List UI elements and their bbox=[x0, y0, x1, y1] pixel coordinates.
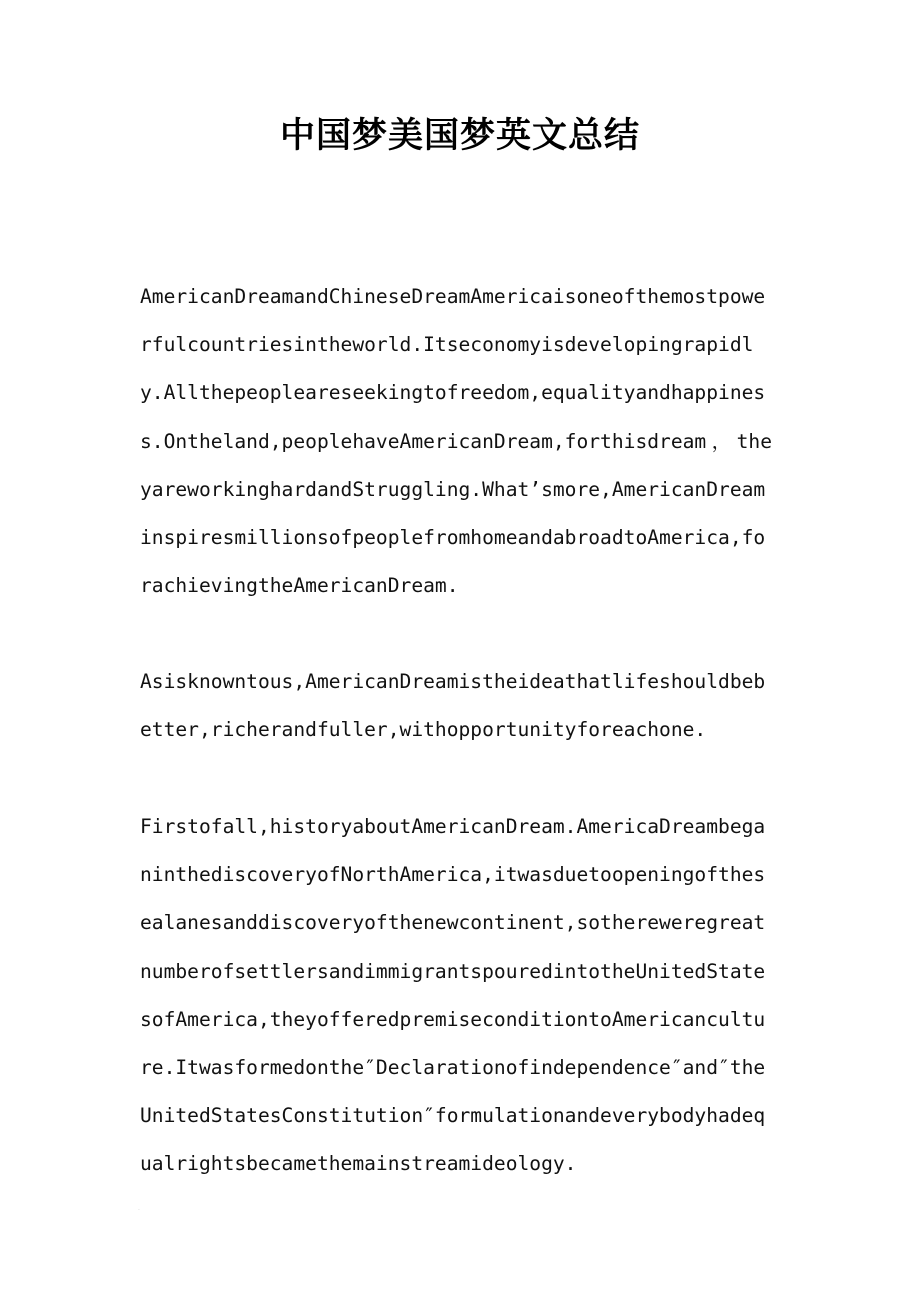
document-title: 中国梦美国梦英文总结 bbox=[279, 115, 640, 156]
page-mark: . bbox=[138, 1205, 140, 1212]
paragraph-american-dream-history: Firstofall,historyaboutAmericanDream.AmericaDreambeganinthediscoveryofNorthAmerica,itwasduetoopeningofthesealanesanddiscoveryofthenewcontinent,sothereweregreatnumberofsettlersandimmigrantspouredintotheUnitedStatesofAmerica,theyofferedpremiseconditiontoAmericanculture.Itwasformedonthe″Declarationofindependence″and″theUnitedStatesConstitution″formulationandeverybodyhadequalrightsbecamethemainstreamideology. bbox=[140, 815, 766, 1176]
paragraph-american-dream-definition: Asisknowntous,AmericanDreamistheideathatlifeshouldbebetter,richerandfuller,withopportunityforeachone. bbox=[140, 670, 766, 742]
paragraph-american-dream-intro: AmericanDreamandChineseDreamAmericaisoneofthemostpowerfulcountriesintheworld.Itseconomyisdevelopingrapidly.Allthepeopleareseekingtofreedom,equalityandhappiness.Ontheland,peoplehaveAmericanDream,forthisdream，theyareworkinghardandStruggling.What’smore,AmericanDreaminspiresmillionsofpeoplefromhomeandabroadtoAmerica,forachievingtheAmericanDream. bbox=[140, 285, 772, 598]
